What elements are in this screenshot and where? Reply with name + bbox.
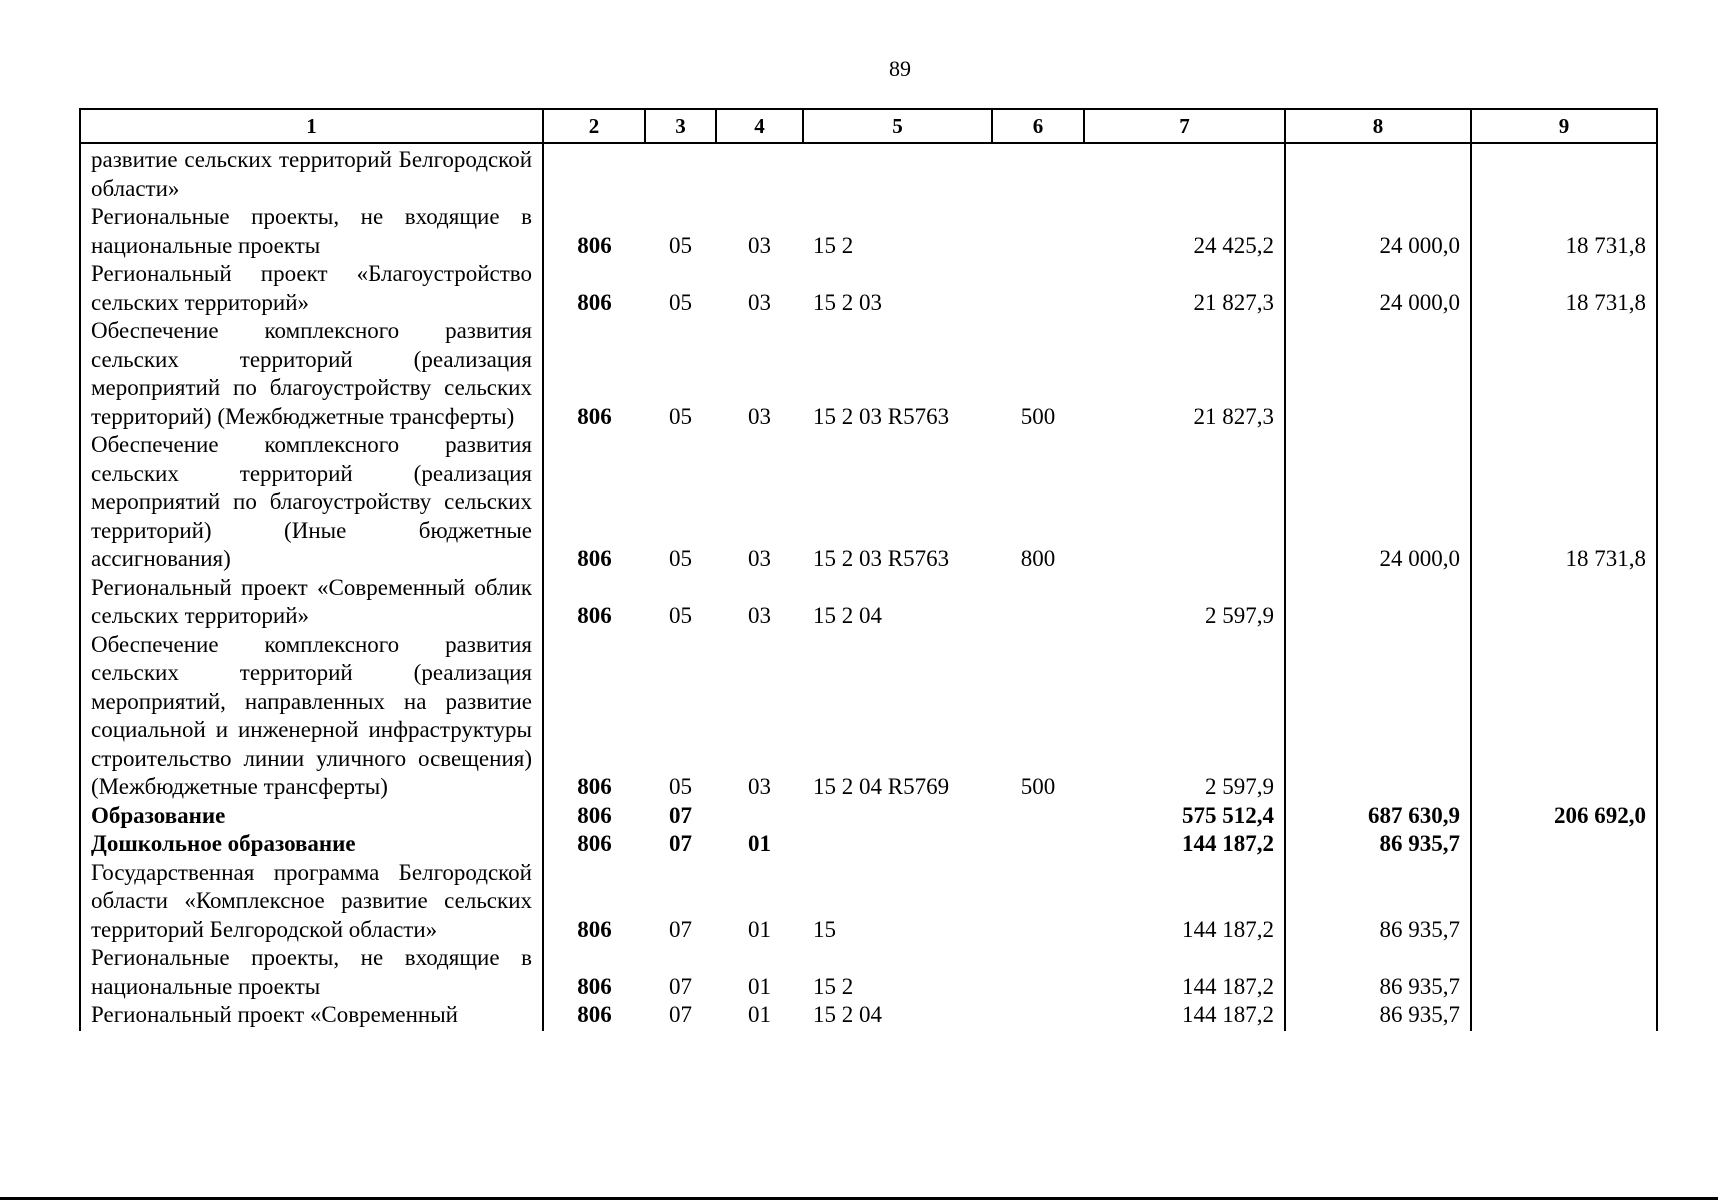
amount-col8-cell	[1285, 317, 1471, 431]
code-cell: 806	[577, 603, 612, 628]
expense-type-cell	[992, 802, 1084, 831]
amount-col9-cell	[1471, 631, 1657, 802]
column-header-3: 3	[645, 109, 716, 143]
amount-col7-cell: 144 187,2	[1084, 1001, 1285, 1031]
target-article-cell	[803, 802, 992, 831]
table-row	[80, 1001, 1657, 1031]
code-cell: 806	[577, 973, 612, 999]
amount-col9-cell	[1471, 317, 1657, 431]
section-cell: 07	[669, 831, 692, 856]
amount-col8-cell	[1285, 574, 1471, 631]
amount-col7-cell: 21 827,3	[1084, 260, 1285, 317]
expense-type-cell	[992, 1001, 1084, 1031]
expense-type-cell	[992, 143, 1084, 203]
row-name-cell: развитие сельских территорий Белгородской области»	[80, 143, 543, 203]
code-cell: 806	[577, 916, 612, 942]
column-header-9: 9	[1471, 109, 1657, 143]
amount-col8-cell: 687 630,9	[1285, 802, 1471, 831]
code-cell: 806	[577, 232, 612, 258]
target-article-cell: 15 2	[813, 973, 854, 999]
expense-type-cell	[992, 859, 1084, 945]
subsection-cell: 01	[748, 1002, 771, 1027]
section-cell: 07	[669, 916, 692, 942]
table-row	[80, 944, 1657, 1001]
code-cell: 806	[577, 802, 612, 828]
amount-col7-cell: 575 512,4	[1084, 802, 1285, 831]
header-row	[80, 109, 1657, 143]
target-article-cell: 15 2 03	[813, 289, 882, 315]
amount-col8-cell: 24 000,0	[1285, 431, 1471, 574]
row-name-cell: Образование	[80, 802, 543, 831]
amount-col9-cell	[1471, 859, 1657, 945]
section-cell: 07	[669, 802, 692, 828]
code-cell: 806	[577, 774, 612, 799]
column-header-1: 1	[80, 109, 543, 143]
column-header-8: 8	[1285, 109, 1471, 143]
expense-type-cell: 800	[1020, 546, 1056, 571]
column-header-5: 5	[803, 109, 992, 143]
section-cell: 07	[669, 1002, 692, 1027]
amount-col9-cell	[1471, 574, 1657, 631]
column-header-4: 4	[716, 109, 803, 143]
subsection-cell: 03	[748, 603, 771, 628]
section-cell	[645, 143, 716, 203]
page-number: 89	[889, 56, 911, 81]
table-row	[80, 203, 1657, 260]
row-name-cell: Региональные проекты, не входящие в национальные проекты	[80, 944, 543, 1001]
amount-col7-cell: 24 425,2	[1084, 203, 1285, 260]
amount-col9-cell	[1471, 944, 1657, 1001]
code-cell: 806	[577, 831, 612, 856]
amount-col8-cell	[1285, 143, 1471, 203]
table-row	[80, 631, 1657, 802]
section-cell: 05	[669, 546, 692, 571]
expense-type-cell: 500	[1020, 774, 1056, 799]
row-name-cell: Региональный проект «Современный облик сельских территорий»	[80, 574, 543, 631]
subsection-cell: 03	[748, 289, 771, 315]
target-article-cell	[803, 830, 992, 859]
section-cell: 05	[669, 603, 692, 628]
code-cell	[543, 143, 645, 203]
amount-col9-cell: 18 731,8	[1471, 203, 1657, 260]
target-article-cell: 15 2 04 R5769	[813, 774, 950, 799]
expense-type-cell	[992, 260, 1084, 317]
table-row	[80, 802, 1657, 831]
target-article-cell: 15 2 04	[813, 1002, 882, 1027]
amount-col7-cell	[1084, 431, 1285, 574]
amount-col8-cell: 86 935,7	[1285, 944, 1471, 1001]
table-row	[80, 574, 1657, 631]
row-name-cell: Региональный проект «Современный	[80, 1001, 543, 1031]
table-body	[80, 143, 1657, 1031]
amount-col8-cell: 86 935,7	[1285, 1001, 1471, 1031]
amount-col8-cell: 86 935,7	[1285, 859, 1471, 945]
target-article-cell: 15 2 03 R5763	[813, 546, 950, 571]
amount-col9-cell: 206 692,0	[1471, 802, 1657, 831]
subsection-cell: 01	[748, 831, 771, 856]
amount-col7-cell: 144 187,2	[1084, 944, 1285, 1001]
amount-col9-cell	[1471, 830, 1657, 859]
row-name-cell: Обеспечение комплексного развития сельских территорий (реализация мероприятий по благоустройству сельских территорий) (Межбюджетные трансферты)	[80, 317, 543, 431]
row-name-cell: Обеспечение комплексного развития сельских территорий (реализация мероприятий по благоустройству сельских территорий) (Иные бюджетные ассигнования)	[80, 431, 543, 574]
table-row	[80, 317, 1657, 431]
amount-col9-cell	[1471, 1001, 1657, 1031]
section-cell: 05	[669, 289, 692, 315]
table-row	[80, 260, 1657, 317]
section-cell: 07	[669, 973, 692, 999]
code-cell: 806	[577, 546, 612, 571]
row-name-cell: Региональный проект «Благоустройство сельских территорий»	[80, 260, 543, 317]
row-name-cell: Обеспечение комплексного развития сельских территорий (реализация мероприятий, направленных на развитие социальной и инженерной инфраструктуры строительство линии уличного освещения) (Межбюджетные трансферты)	[80, 631, 543, 802]
expense-type-cell	[992, 574, 1084, 631]
subsection-cell	[716, 802, 803, 831]
table-row	[80, 830, 1657, 859]
budget-table	[79, 108, 1658, 1031]
amount-col7-cell: 21 827,3	[1084, 317, 1285, 431]
target-article-cell: 15	[813, 916, 836, 942]
column-header-2: 2	[543, 109, 645, 143]
amount-col7-cell	[1084, 143, 1285, 203]
row-name-cell: Государственная программа Белгородской области «Комплексное развитие сельских территорий Белгородской области»	[80, 859, 543, 945]
row-name-cell: Региональные проекты, не входящие в национальные проекты	[80, 203, 543, 260]
amount-col8-cell	[1285, 631, 1471, 802]
subsection-cell: 01	[748, 916, 771, 942]
code-cell: 806	[577, 289, 612, 315]
amount-col7-cell: 144 187,2	[1084, 830, 1285, 859]
expense-type-cell	[992, 944, 1084, 1001]
amount-col7-cell: 2 597,9	[1084, 574, 1285, 631]
subsection-cell: 03	[748, 403, 771, 429]
amount-col9-cell	[1471, 143, 1657, 203]
code-cell: 806	[577, 403, 612, 429]
column-header-7: 7	[1084, 109, 1285, 143]
amount-col8-cell: 86 935,7	[1285, 830, 1471, 859]
section-cell: 05	[669, 403, 692, 429]
section-cell: 05	[669, 774, 692, 799]
amount-col8-cell: 24 000,0	[1285, 203, 1471, 260]
target-article-cell: 15 2 03 R5763	[813, 403, 950, 429]
table-row	[80, 859, 1657, 945]
subsection-cell: 03	[748, 232, 771, 258]
amount-col9-cell: 18 731,8	[1471, 260, 1657, 317]
subsection-cell	[716, 143, 803, 203]
expense-type-cell	[992, 203, 1084, 260]
row-name-cell: Дошкольное образование	[80, 830, 543, 859]
subsection-cell: 03	[748, 774, 771, 799]
code-cell: 806	[577, 1002, 612, 1027]
target-article-cell: 15 2	[813, 232, 854, 258]
amount-col7-cell: 144 187,2	[1084, 859, 1285, 945]
column-header-6: 6	[992, 109, 1084, 143]
table-row	[80, 431, 1657, 574]
target-article-cell: 15 2 04	[813, 603, 882, 628]
amount-col9-cell: 18 731,8	[1471, 431, 1657, 574]
expense-type-cell: 500	[1020, 403, 1056, 429]
target-article-cell	[803, 143, 992, 203]
subsection-cell: 01	[748, 973, 771, 999]
expense-type-cell	[992, 830, 1084, 859]
subsection-cell: 03	[748, 546, 771, 571]
section-cell: 05	[669, 232, 692, 258]
table-row	[80, 143, 1657, 203]
amount-col7-cell: 2 597,9	[1084, 631, 1285, 802]
amount-col8-cell: 24 000,0	[1285, 260, 1471, 317]
